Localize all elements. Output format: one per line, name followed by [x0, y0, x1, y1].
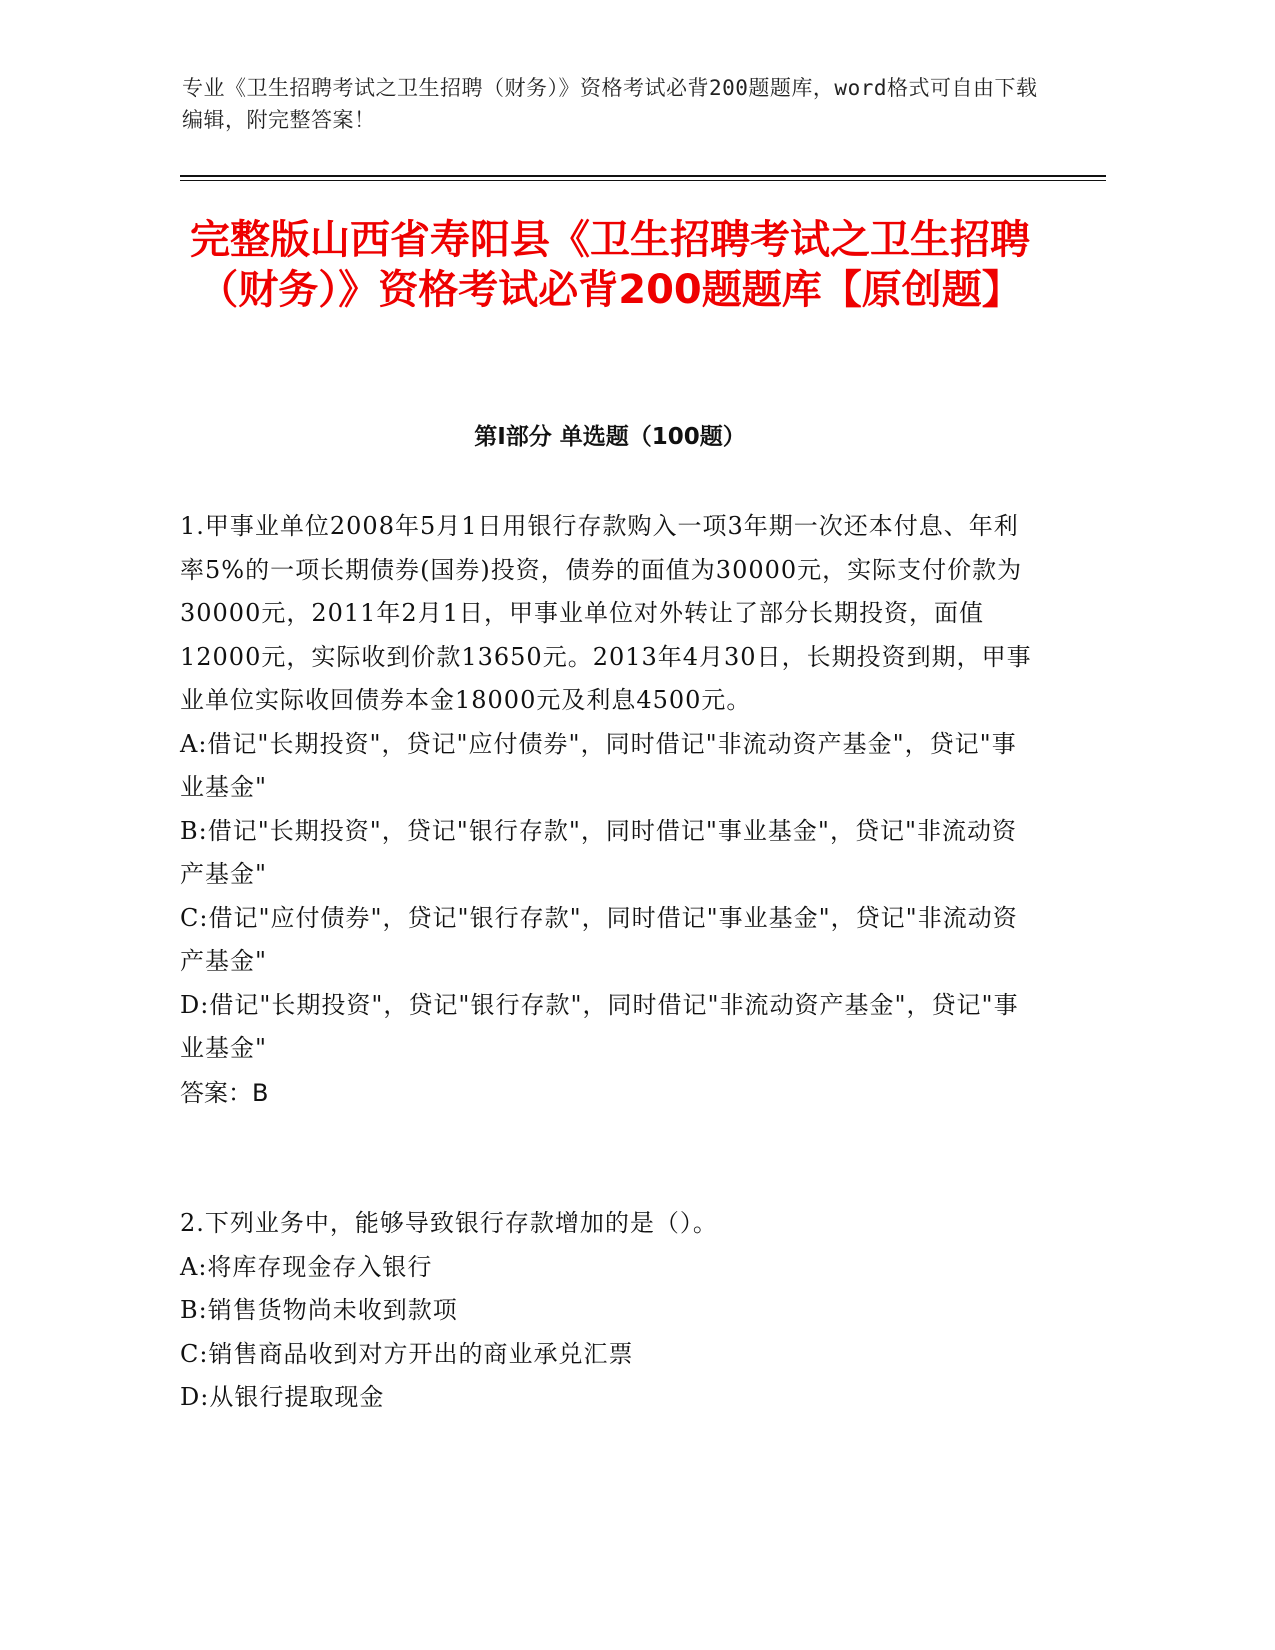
- question-2: [180, 1202, 1040, 1420]
- header-note: 专业《卫生招聘考试之卫生招聘（财务）》资格考试必背200题题库，word格式可自由下载编辑，附完整答案！: [182, 76, 1038, 132]
- option-b: B:借记"长期投资"，贷记"银行存款"，同时借记"事业基金"，贷记"非流动资产基金": [180, 816, 1017, 888]
- header-divider: [180, 175, 1106, 177]
- question-1: [180, 505, 1040, 1115]
- question-text: 1.甲事业单位2008年5月1日用银行存款购入一项3年期一次还本付息、年利率5%的一项长期债券(国券)投资，债券的面值为30000元，实际支付价款为30000元，2011年2月1日，甲事业单位对外转让了部分长期投资，面值12000元，实际收到价款13650元。2013年4月30日，长期投资到期，甲事业单位实际收回债券本金18000元及利息4500元。: [180, 512, 1032, 714]
- answer-line: 答案：B: [180, 1078, 269, 1107]
- option-c: C:销售商品收到对方开出的商业承兑汇票: [180, 1339, 634, 1368]
- option-a: A:借记"长期投资"，贷记"应付债券"，同时借记"非流动资产基金"，贷记"事业基金": [180, 729, 1017, 801]
- option-d: D:借记"长期投资"，贷记"银行存款"，同时借记"非流动资产基金"，贷记"事业基金": [180, 990, 1019, 1062]
- option-d: D:从银行提取现金: [180, 1383, 385, 1411]
- question-text: 2.下列业务中，能够导致银行存款增加的是（）。: [180, 1209, 718, 1237]
- document-title: 完整版山西省寿阳县《卫生招聘考试之卫生招聘（财务）》资格考试必背200题题库【原创题】: [190, 217, 1030, 313]
- option-c: C:借记"应付债券"，贷记"银行存款"，同时借记"事业基金"，贷记"非流动资产基金": [180, 903, 1018, 975]
- option-b: B:销售货物尚未收到款项: [180, 1296, 458, 1324]
- option-a: A:将库存现金存入银行: [180, 1252, 433, 1281]
- section-heading: 第Ⅰ部分 单选题（100题）: [474, 424, 746, 450]
- header-divider-thin: [180, 180, 1106, 181]
